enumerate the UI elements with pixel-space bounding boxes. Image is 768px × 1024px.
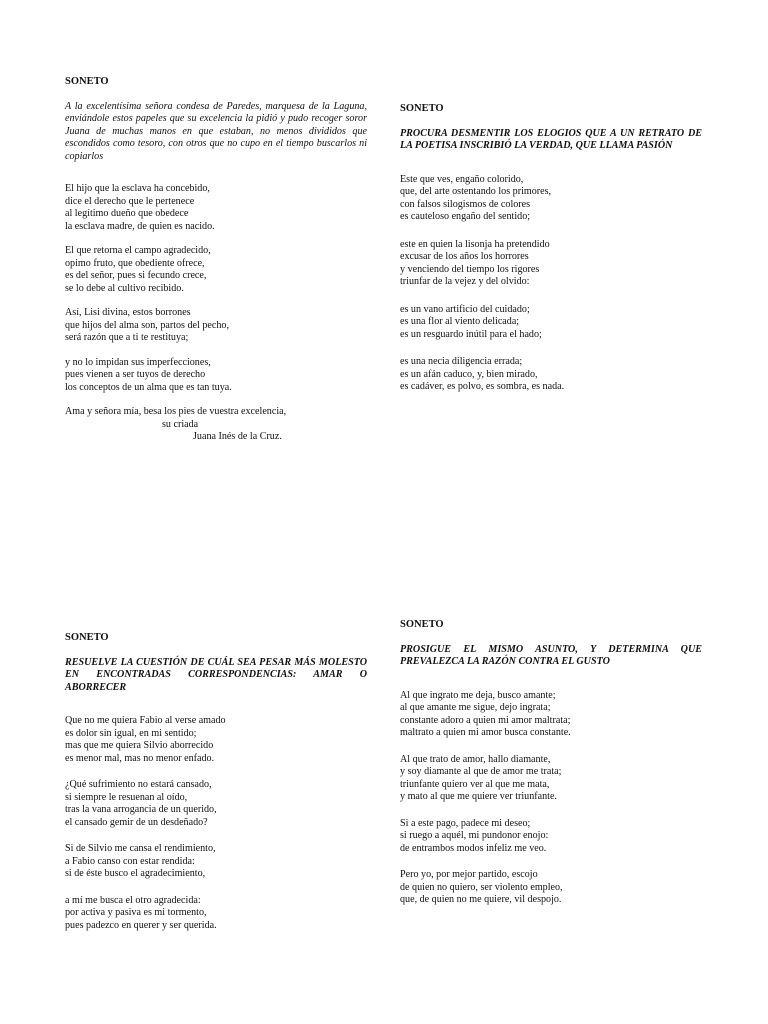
stanza <box>400 869 702 907</box>
verse-line: Al que trato de amor, hallo diamante, <box>400 753 551 765</box>
verse-line: que hijos del alma son, partos del pecho, <box>65 319 229 331</box>
verse-line: con falsos silogismos de colores <box>400 198 531 210</box>
sonnet-3 <box>65 632 367 946</box>
sonnet-heading: SONETO <box>400 103 444 114</box>
verse-line: dice el derecho que le pertenece <box>65 195 195 207</box>
verse-line: es una flor al viento delicada; <box>400 316 520 327</box>
verse-line: maltrato a quien mi amor busca constante. <box>400 727 571 738</box>
stanza <box>65 307 367 345</box>
verse-line: si ruego a aquél, mi pundonor enojo: <box>400 830 549 841</box>
verse-line: y soy diamante al que de amor me trata; <box>400 766 562 777</box>
verse-line: Si de Silvio me cansa el rendimiento, <box>65 843 216 854</box>
stanza <box>65 715 367 765</box>
verse-line: por activa y pasiva es mi tormento, <box>65 907 207 918</box>
verse-line: El que retorna el campo agradecido, <box>65 245 211 256</box>
verse-line: es cadáver, es polvo, es sombra, es nada. <box>400 381 565 392</box>
closing-block <box>65 406 367 444</box>
verse-line: la esclava madre, de quien es nacido. <box>65 220 215 232</box>
sonnet-subtitle: PROCURA DESMENTIR LOS ELOGIOS QUE A UN RETRATO DE LA POETISA INSCRIBIÓ LA VERDAD, QUE LLAMA PASIÓN <box>400 127 702 151</box>
verse-line: y mato al que me quiere ver triunfante. <box>400 791 557 802</box>
sonnet-subtitle: RESUELVE LA CUESTIÓN DE CUÁL SEA PESAR MÁS MOLESTO EN ENCONTRADAS CORRESPONDENCIAS: AMAR O ABORRECER <box>65 656 367 693</box>
stanza <box>65 183 367 233</box>
stanza <box>400 818 702 856</box>
stanza <box>65 245 367 295</box>
verse-line: si de éste busco el agradecimiento, <box>65 868 206 879</box>
verse-line: será razón que a ti te restituya; <box>65 332 189 343</box>
verse-line: al que amante me sigue, dejo ingrata; <box>400 702 551 713</box>
stanza <box>400 174 702 224</box>
verse-line: Este que ves, engaño colorido, <box>400 173 524 185</box>
verse-line: que, de quien no me quiere, vil despojo. <box>400 894 562 905</box>
verse-line: es del señor, pues si fecundo crece, <box>65 270 207 281</box>
verse-line: es cauteloso engaño del sentido; <box>400 211 531 222</box>
verse-line: a mí me busca el otro agradecida: <box>65 894 201 906</box>
stanza <box>65 357 367 395</box>
verse-line: es dolor sin igual, en mi sentido; <box>65 727 197 739</box>
signature-line: su criada <box>162 418 199 430</box>
verse-line: Pero yo, por mejor partido, escojo <box>400 869 538 880</box>
verse-line: de quien no quiero, ser violento empleo, <box>400 881 563 893</box>
stanza <box>65 843 367 881</box>
verse-line: opimo fruto, que obediente ofrece, <box>65 257 205 269</box>
verse-line: excusar de los años los horrores <box>400 251 529 262</box>
verse-line: es un afán caduco, y, bien mirado, <box>400 368 538 380</box>
verse-line: mas que me quiera Silvio aborrecido <box>65 740 214 751</box>
sonnet-4 <box>400 619 702 921</box>
verse-line: se lo debe al cultivo recibido. <box>65 282 184 294</box>
stanza <box>400 356 702 394</box>
verse-line: Al que ingrato me deja, busco amante; <box>400 689 556 701</box>
verse-line: a Fabio canso con estar rendida: <box>65 855 195 867</box>
verse-line: el cansado gemir de un desdeñado? <box>65 816 208 828</box>
verse-line: y venciendo del tiempo los rigores <box>400 263 540 275</box>
stanza <box>400 304 702 342</box>
verse-line: este en quien la lisonja ha pretendido <box>400 238 550 250</box>
sonnet-dedication: A la excelentísima señora condesa de Paredes, marquesa de la Laguna, enviándole estos papeles que su excelencia la pidió y pudo recoger soror Juana de muchas manos en que estaban, no menos divididos que escondidos como tesoro, con otros que no cupo en el tiempo buscarlos ni copiarlos <box>65 100 367 162</box>
verse-line: triunfar de la vejez y del olvido: <box>400 276 530 287</box>
verse-line: de entrambos modos infeliz me veo. <box>400 842 547 854</box>
stanza <box>400 690 702 740</box>
verse-line: es menor mal, mas no menor enfado. <box>65 752 215 764</box>
stanza <box>65 779 367 829</box>
signature-name: Juana Inés de la Cruz. <box>193 431 282 442</box>
verse-line: ¿Qué sufrimiento no estará cansado, <box>65 779 212 790</box>
stanza <box>400 754 702 804</box>
verse-line: Así, Lisi divina, estos borrones <box>65 307 191 318</box>
verse-line: El hijo que la esclava ha concebido, <box>65 183 210 194</box>
sonnet-heading: SONETO <box>400 619 444 630</box>
verse-line: triunfante quiero ver al que me mata, <box>400 778 550 790</box>
sonnet-heading: SONETO <box>65 76 109 87</box>
verse-line: al legítimo dueño que obedece <box>65 208 189 219</box>
verse-line: pues padezco en querer y ser querida. <box>65 919 217 931</box>
closing-line: Ama y señora mía, besa los pies de vuestra excelencia, <box>65 406 287 417</box>
sonnet-subtitle: PROSIGUE EL MISMO ASUNTO, Y DETERMINA QUE PREVALEZCA LA RAZÓN CONTRA EL GUSTO <box>400 643 702 667</box>
verse-line: es un resguardo inútil para el hado; <box>400 328 542 340</box>
verse-line: es una necia diligencia errada; <box>400 356 523 367</box>
sonnet-1 <box>65 76 367 444</box>
verse-line: los conceptos de un alma que es tan tuya. <box>65 381 232 393</box>
verse-line: pues vienen a ser tuyos de derecho <box>65 369 206 380</box>
sonnet-2 <box>400 103 702 409</box>
verse-line: que, del arte ostentando los primores, <box>400 186 552 197</box>
verse-line: es un vano artificio del cuidado; <box>400 303 530 315</box>
verse-line: tras la vana arrogancia de un querido, <box>65 804 217 815</box>
verse-line: si siempre le resuenan al oído, <box>65 791 188 803</box>
verse-line: Si a este pago, padece mi deseo; <box>400 817 531 829</box>
stanza <box>65 895 367 933</box>
verse-line: y no lo impidan sus imperfecciones, <box>65 356 211 368</box>
sonnet-heading: SONETO <box>65 632 109 643</box>
verse-line: Que no me quiera Fabio al verse amado <box>65 715 226 726</box>
stanza <box>400 239 702 289</box>
verse-line: constante adoro a quien mi amor maltrata; <box>400 714 571 726</box>
